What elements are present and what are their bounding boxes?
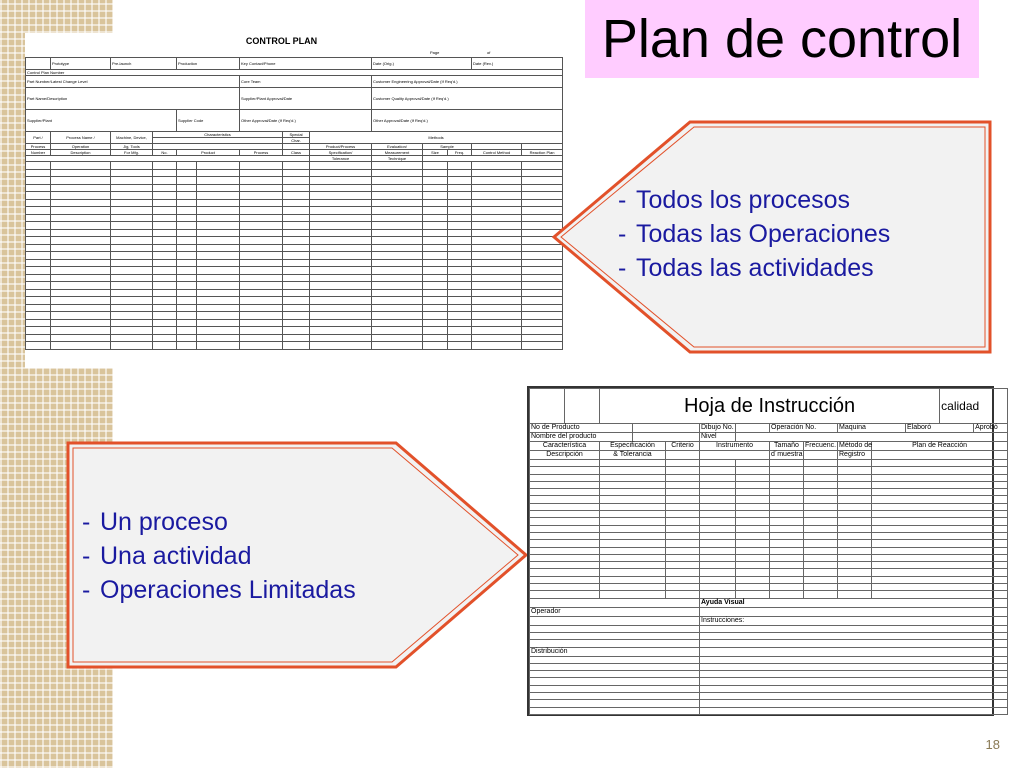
bullet-item: - Todas las Operaciones	[618, 220, 891, 248]
header-evaluation: Evaluation/	[372, 144, 423, 150]
header-methods: Methods	[310, 132, 563, 144]
col-instrumento: Instrumento	[700, 442, 770, 451]
blank-row	[530, 460, 1008, 467]
blank-row	[26, 162, 563, 170]
part-name-field: Part Name/Description	[26, 88, 240, 110]
elaboro-label: Elaboró	[906, 424, 974, 433]
customer-eng-approval-field: Customer Engineering Approval/Date (If Req'd.)	[372, 76, 563, 88]
part-number-field: Part Number/Latest Change Level	[26, 76, 240, 88]
blank-row	[26, 237, 563, 245]
col-frecuenc: Frecuenc.	[805, 442, 837, 449]
blank-row	[26, 312, 563, 320]
blank-row	[530, 685, 1008, 692]
blank-row	[530, 547, 1008, 554]
blank-row	[530, 489, 1008, 496]
no-producto-label: No de Producto	[530, 424, 633, 433]
header-special: Special	[283, 132, 310, 138]
header-machine: Machine, Device,	[111, 132, 153, 144]
header-spec: Product/Process	[310, 144, 372, 150]
blank-row	[26, 259, 563, 267]
header-reaction-plan: Reaction Plan	[522, 150, 563, 156]
header-sample: Sample	[423, 144, 472, 150]
control-plan-blank-rows	[26, 162, 563, 350]
blank-row	[530, 707, 1008, 714]
blank-row	[530, 693, 1008, 700]
operador-label: Operador	[530, 607, 700, 616]
blank-row	[26, 252, 563, 260]
header-tolerance: Tolerance	[310, 156, 372, 162]
ayuda-visual-label: Ayuda Visual	[700, 598, 1008, 607]
header-product: Product	[177, 150, 240, 156]
dibujo-label: Dibujo No.	[701, 424, 734, 431]
operacion-label: Operación No.	[770, 424, 838, 433]
blank-row	[26, 342, 563, 350]
blank-row	[530, 632, 1008, 639]
nivel-label: Nivel	[700, 433, 736, 442]
header-for-mfg: For Mfg.	[111, 150, 153, 156]
col-criterio: Criterio	[666, 442, 700, 451]
prototype-checkbox	[26, 58, 51, 70]
blank-row	[26, 282, 563, 290]
blank-row	[26, 297, 563, 305]
blank-row	[26, 244, 563, 252]
header-no: No.	[153, 150, 177, 156]
nombre-producto-label: Nombre del producto	[530, 433, 633, 442]
of-label: of	[487, 50, 491, 55]
header-process: Process	[26, 144, 51, 150]
key-contact-label: Key Contact/Phone	[240, 58, 372, 70]
blank-row	[26, 192, 563, 200]
col-muestra: d´muestra	[771, 451, 803, 458]
supplier-plant-field: Supplier/Plant	[26, 110, 177, 132]
blank-row	[530, 640, 1008, 647]
header-special-char: Char.	[283, 138, 310, 144]
instruction-sheet-title: Hoja de Instrucción	[600, 389, 940, 424]
header-part-number: Part /	[26, 132, 51, 144]
blank-row	[530, 518, 1008, 525]
customer-quality-approval-field: Customer Quality Approval/Date (If Req'd.)	[372, 88, 563, 110]
header-characteristics: Characteristics	[153, 132, 283, 138]
col-tolerancia: & Tolerancia	[600, 451, 666, 460]
blank-row	[26, 199, 563, 207]
control-plan-number: Control Plan Number	[26, 70, 563, 76]
blank-row	[530, 576, 1008, 583]
blank-row	[26, 214, 563, 222]
blank-row	[530, 496, 1008, 503]
blank-row	[26, 274, 563, 282]
header-measurement: Measurement	[372, 150, 423, 156]
blank-row	[26, 289, 563, 297]
bullet-item: - Todos los procesos	[618, 186, 851, 214]
blank-row	[26, 169, 563, 177]
header-size: Size	[423, 150, 448, 156]
calidad-label: calidad	[940, 389, 1008, 424]
blank-row	[26, 229, 563, 237]
bullet-item: - Un proceso	[82, 508, 228, 536]
other-approval-field-1: Other Approval/Date (If Req'd.)	[240, 110, 372, 132]
bottom-arrow-bullet-list	[82, 505, 356, 607]
blank-row	[26, 304, 563, 312]
blank-row	[530, 663, 1008, 670]
other-approval-field-2: Other Approval/Date (If Req'd.)	[372, 110, 563, 132]
blank-row	[530, 503, 1008, 510]
slide-number: 18	[985, 737, 1000, 752]
aprobo-label: Aprobó	[974, 424, 1008, 433]
blank-row	[26, 319, 563, 327]
blank-row	[530, 481, 1008, 488]
col-caracteristica: Característica	[530, 442, 600, 451]
blank-row	[530, 525, 1008, 532]
header-freq: Freq.	[448, 150, 472, 156]
bullet-item: - Todas las actividades	[618, 254, 874, 282]
blank-row	[530, 554, 1008, 561]
blank-row	[26, 267, 563, 275]
blank-row	[26, 327, 563, 335]
control-plan-title: CONTROL PLAN	[245, 36, 318, 46]
blank-row	[530, 678, 1008, 685]
instruction-sheet-table	[529, 388, 1008, 715]
blank-row	[26, 207, 563, 215]
blank-row	[530, 467, 1008, 474]
instrucciones-label: Instrucciones:	[700, 616, 1008, 625]
col-tamano: Tamaño	[770, 442, 804, 451]
distribucion-label: Distribución	[530, 647, 700, 656]
bullet-item: - Operaciones Limitadas	[82, 576, 356, 604]
instruction-sheet-form	[527, 386, 998, 716]
supplier-approval-field: Supplier/Plant Approval/Date	[240, 88, 372, 110]
blank-row	[26, 334, 563, 342]
slide-title: Plan de control	[601, 9, 963, 69]
col-registro: Registro	[838, 451, 872, 460]
col-descripcion: Descripción	[530, 451, 600, 460]
blank-row	[530, 569, 1008, 576]
date-rev-label: Date (Rev.)	[472, 58, 563, 70]
header-operation: Operation	[51, 144, 111, 150]
header-technique: Technique	[372, 156, 423, 162]
header-class: Class	[283, 150, 310, 156]
blank-row	[530, 511, 1008, 518]
blank-row	[530, 562, 1008, 569]
blank-row	[530, 591, 1008, 598]
blank-row	[26, 222, 563, 230]
supplier-code-field: Supplier Code	[177, 110, 240, 132]
header-control-method: Control Method	[472, 150, 522, 156]
page-label: Page	[430, 50, 440, 55]
control-plan-table	[25, 57, 563, 350]
production-label: Production	[177, 58, 240, 70]
header-specification: Specification/	[310, 150, 372, 156]
prelaunch-label: Pre-launch	[111, 58, 177, 70]
header-number: Number	[26, 150, 51, 156]
blank-row	[530, 532, 1008, 539]
blank-row	[530, 584, 1008, 591]
header-process-col: Process	[240, 150, 283, 156]
header-description: Description	[51, 150, 111, 156]
header-process-name: Process Name /	[51, 132, 111, 144]
slide-title-box	[585, 0, 979, 78]
header-jig: Jig, Tools	[111, 144, 153, 150]
instruction-bottom-rows	[530, 656, 1008, 714]
instruction-mid-rows	[530, 625, 1008, 647]
bullet-item: - Una actividad	[82, 542, 252, 570]
instruction-blank-rows	[530, 460, 1008, 599]
date-orig-label: Date (Orig.)	[372, 58, 472, 70]
control-plan-form	[25, 33, 555, 368]
col-especificacion: Especificación	[600, 442, 666, 451]
col-metodo: Método de	[839, 442, 873, 449]
blank-row	[530, 671, 1008, 678]
col-plan-reaccion: Plan de Reacción	[872, 442, 1008, 451]
maquina-label: Maquina	[838, 424, 906, 433]
top-arrow-bullet-list	[618, 183, 890, 285]
prototype-label: Prototype	[51, 58, 111, 70]
core-team-field: Core Team	[240, 76, 372, 88]
blank-row	[530, 625, 1008, 632]
blank-row	[530, 700, 1008, 707]
blank-row	[530, 656, 1008, 663]
blank-row	[530, 474, 1008, 481]
blank-row	[26, 177, 563, 185]
blank-row	[26, 184, 563, 192]
blank-row	[530, 540, 1008, 547]
